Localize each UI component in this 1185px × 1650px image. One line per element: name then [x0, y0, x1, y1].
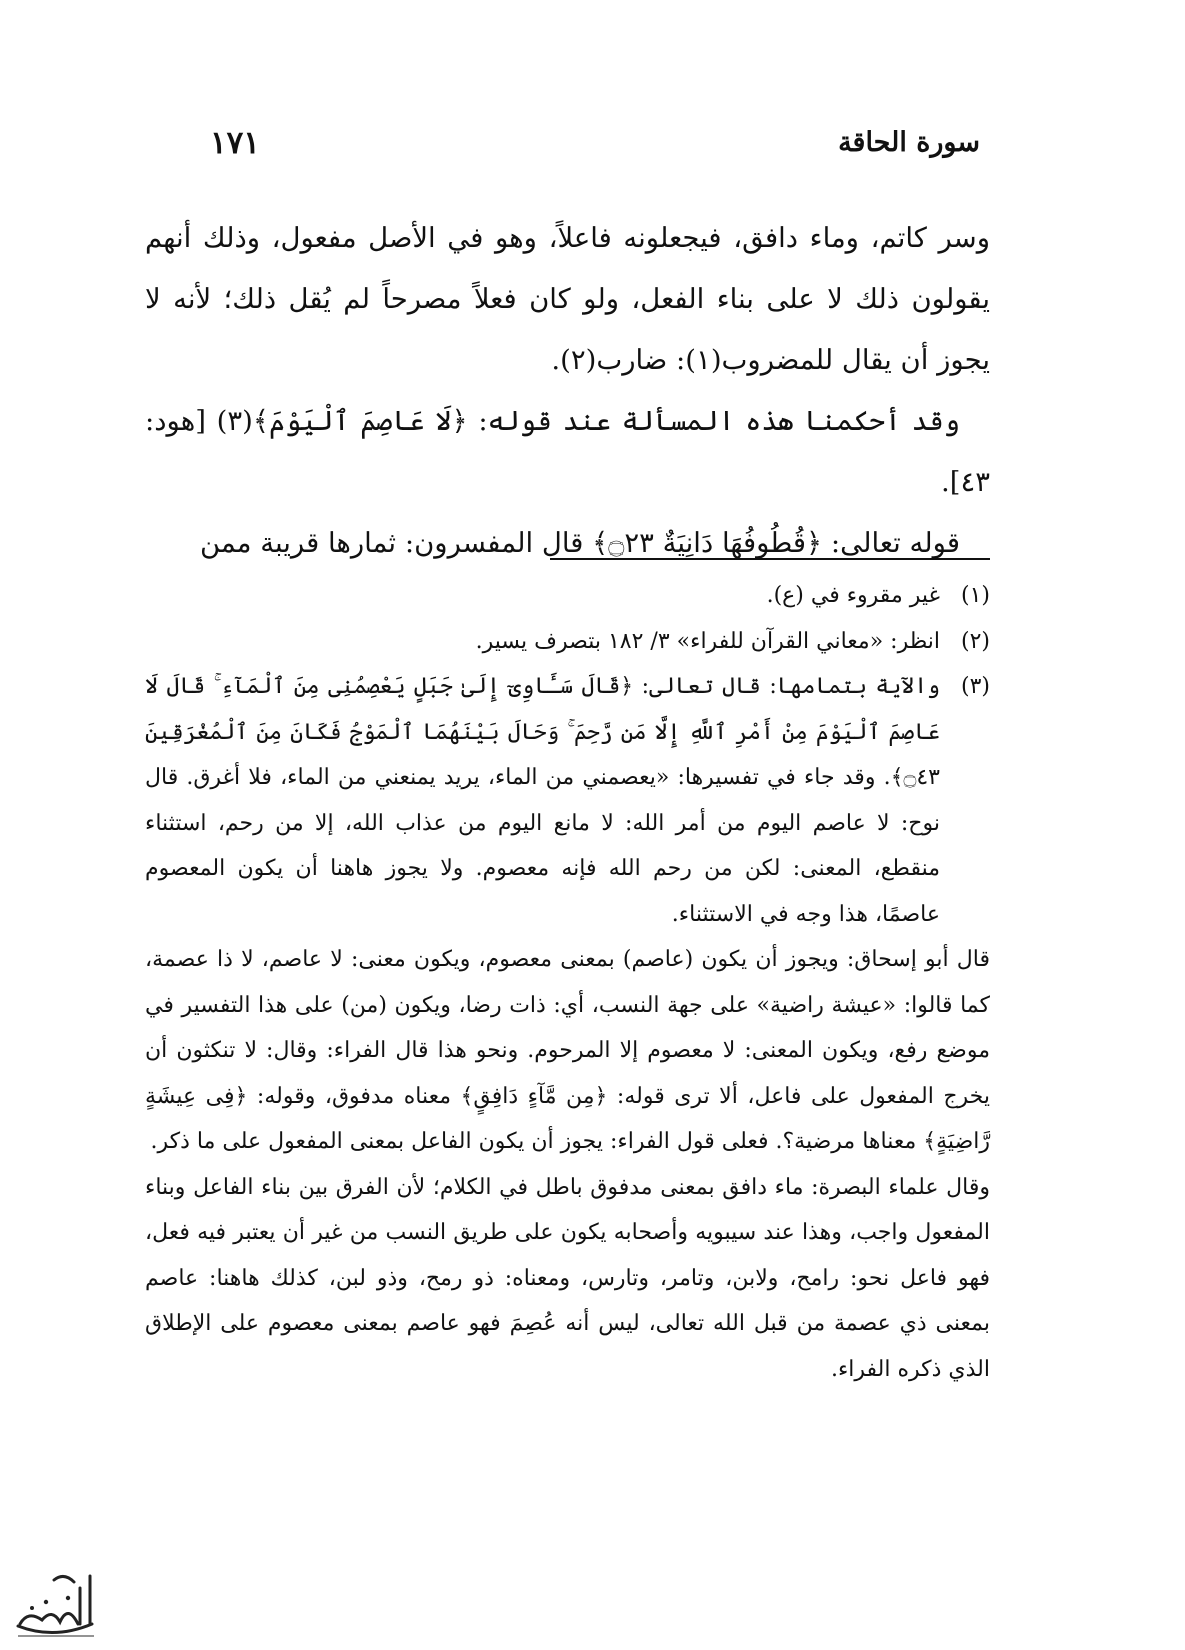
- body-paragraph: قوله تعالى: ﴿قُطُوفُهَا دَانِيَةٌ ۝٢٣﴾ قال المفسرون: ثمارها قريبة ممن: [199, 527, 960, 559]
- footnote-paragraph: وقال علماء البصرة: ماء دافق بمعنى مدفوق باطل في الكلام؛ لأن الفرق بين بناء الفاعل وبناء المفعول واجب، وهذا عند سيبويه وأصحابه يكون على طريق النسب من غير أن يعتبر فيه فعل، فهو فاعل نحو: رامح، ولابن، وتامر، وتارس، ومعناه: ذو رمح، وذو لبن، كذلك هاهنا: عاصم بمعنى ذي عصمة من قبل الله تعالى، ليس أنه عُصِمَ فهو عاصم بمعنى معصوم على الإطلاق الذي ذكره الفراء.: [145, 1174, 990, 1382]
- footnote-paragraph: قال أبو إسحاق: ويجوز أن يكون (عاصم) بمعنى معصوم، ويكون معنى: لا عاصم، لا ذا عصمة، كما قالوا: «عيشة راضية» على جهة النسب، أي: ذات رضا، ويكون (من) على هذا التفسير في موضع رفع، ويكون المعنى: لا معصوم إلا المرحوم. ونحو هذا قال الفراء: وقال: لا تنكثون أن يخرج المفعول على فاعل، ألا ترى قوله: ﴿مِن مَّآءٍ دَافِقٍ﴾ معناه مدفوق، وقوله: ﴿فِى عِيشَةٍ رَّاضِيَةٍ﴾ معناها مرضية؟. فعلى قول الفراء: يجوز أن يكون الفاعل بمعنى المفعول على ما ذكر.: [145, 947, 990, 1154]
- footnote-text: والآية بتمامها: قال تعالى: ﴿قَالَ سَـَٔاوِىٓ إِلَىٰ جَبَلٍ يَعْصِمُنِى مِنَ ٱلْمَآءِ ۚ قَالَ لَا عَاصِمَ ٱلْيَوْمَ مِنْ أَمْرِ ٱللَّهِ إِلَّا مَن رَّحِمَ ۚ وَحَالَ بَيْنَهُمَا ٱلْمَوْجُ فَكَانَ مِنَ ٱلْمُغْرَقِينَ ۝٤٣﴾. وقد جاء في تفسيرها: «يعصمني من الماء، يريد يمنعني من الماء، فلا أغرق. قال نوح: لا عاصم اليوم من أمر الله: لا مانع اليوم من عذاب الله، إلا من رحم، استثناء منقطع، المعنى: لكن من رحم الله فإنه معصوم. ولا يجوز هاهنا أن يكون المعصوم عاصمًا، هذا وجه في الاستثناء.: [145, 674, 940, 927]
- footnote-separator: [550, 558, 990, 560]
- footnote: [145, 573, 990, 619]
- footnote: [145, 619, 990, 665]
- main-text: [145, 208, 990, 574]
- footnote-number: (٣): [960, 674, 990, 699]
- footnote-number: (٢): [960, 628, 990, 654]
- body-paragraph: وقد أحكمنا هذه المسألة عند قوله: ﴿لَا عَاصِمَ ٱلْيَوْمَ﴾(٣) [هود: ٤٣].: [145, 405, 990, 498]
- page-number: ١٧١: [210, 125, 260, 161]
- footnotes: [145, 573, 990, 1392]
- surah-title: سورة الحاقة: [838, 127, 980, 158]
- footnote-text: غير مقروء في (ع).: [766, 583, 940, 608]
- body-paragraph: وسر كاتم، وماء دافق، فيجعلونه فاعلاً، وهو في الأصل مفعول، وذلك أنهم يقولون ذلك لا على بناء الفعل، ولو كان فعلاً مصرحاً لم يُقل ذلك؛ لأنه لا يجوز أن يقال للمضروب(١): ضارب(٢).: [145, 222, 990, 376]
- page-header: [190, 125, 995, 175]
- footnote-text: انظر: «معاني القرآن للفراء» ٣/ ١٨٢ بتصرف يسير.: [475, 628, 940, 654]
- calligraphy-signature-logo: [8, 1558, 103, 1648]
- footnote-number: (١): [960, 583, 990, 608]
- footnote: [145, 664, 990, 937]
